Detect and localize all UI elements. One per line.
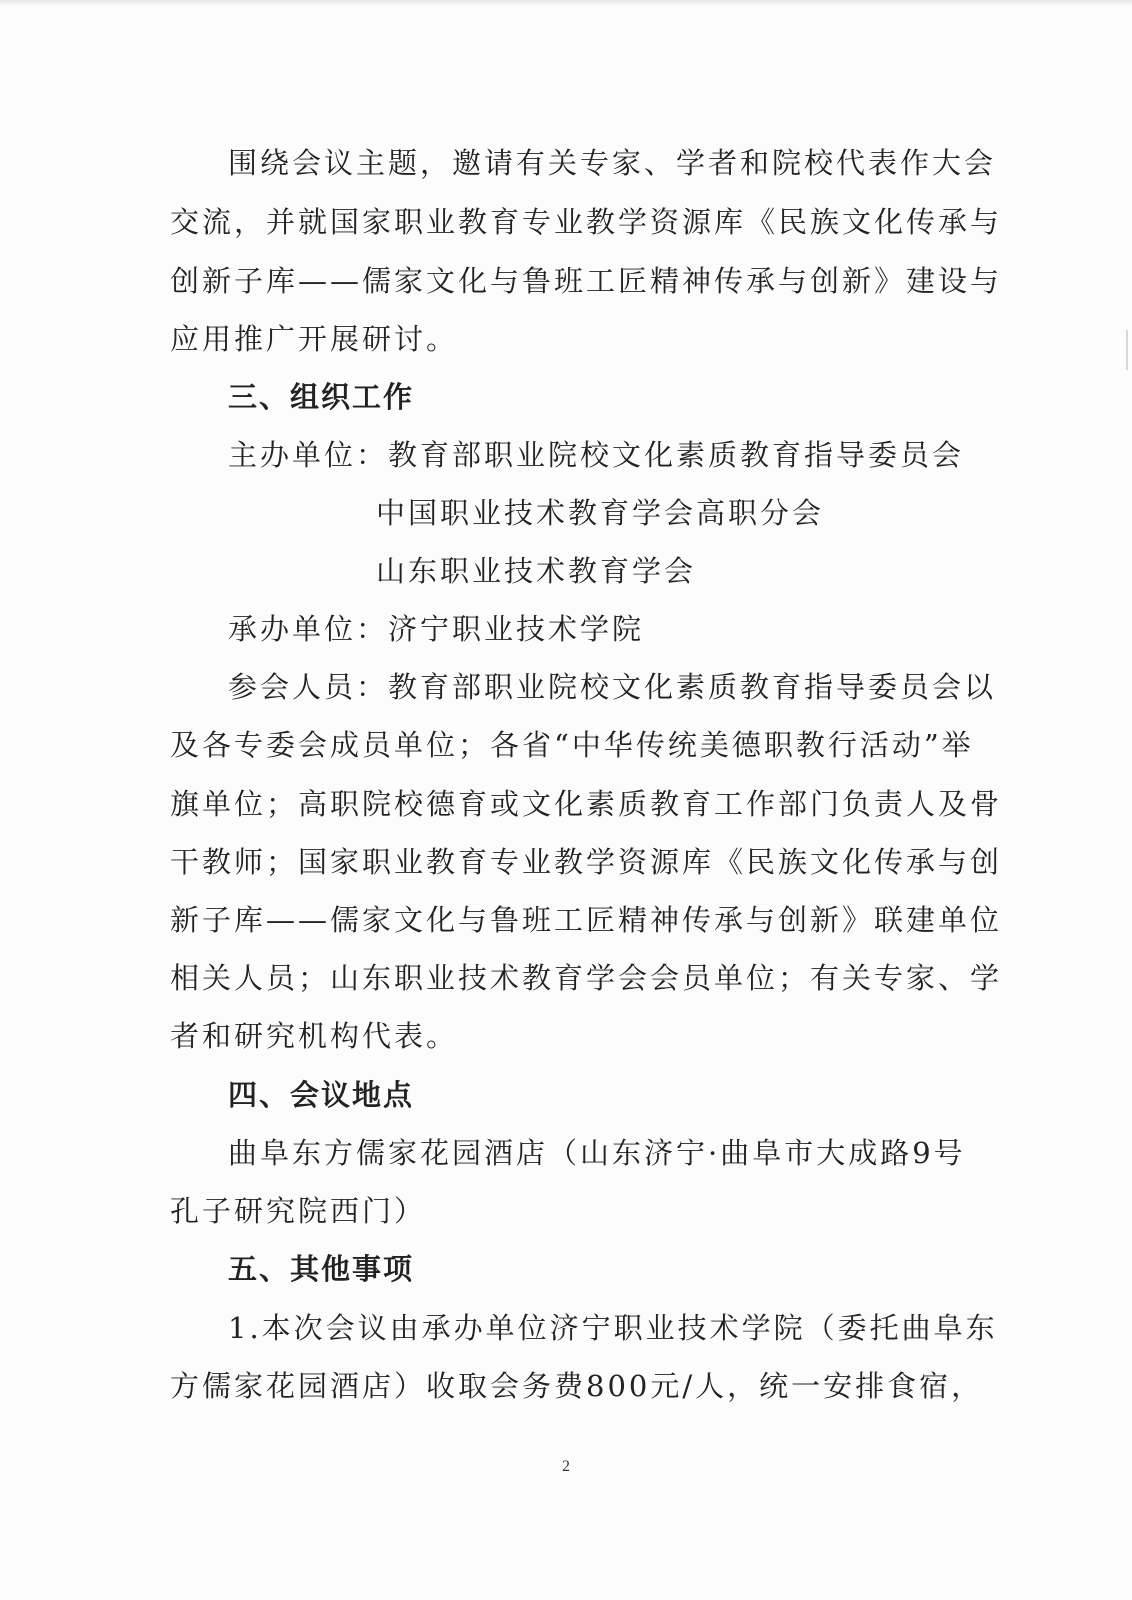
section-4-heading: 四、会议地点 <box>228 1078 415 1112</box>
section-5-heading: 五、其他事项 <box>228 1252 415 1286</box>
page-number: 2 <box>562 1458 570 1475</box>
venue-line-2: 孔子研究院西门） <box>170 1194 427 1228</box>
participants-line-4: 干教师；国家职业教育专业教学资源库《民族文化传承与创 <box>170 845 1003 879</box>
organizer-line: 承办单位：济宁职业技术学院 <box>228 612 645 646</box>
other-items-line-1: 1.本次会议由承办单位济宁职业技术学院（委托曲阜东 <box>228 1311 998 1345</box>
host-unit-2: 中国职业技术教育学会高职分会 <box>376 496 825 530</box>
participants-line-6: 相关人员；山东职业技术教育学会会员单位；有关专家、学 <box>170 961 1003 995</box>
scan-mark <box>1126 330 1128 370</box>
host-unit-3: 山东职业技术教育学会 <box>376 554 697 588</box>
other-items-line-2: 方儒家花园酒店）收取会务费800元/人，统一安排食宿， <box>170 1369 984 1403</box>
scan-edge <box>0 0 1132 6</box>
participants-line-1: 参会人员：教育部职业院校文化素质教育指导委员会以 <box>228 670 997 704</box>
venue-line-1: 曲阜东方儒家花园酒店（山东济宁·曲阜市大成路9号 <box>228 1136 966 1170</box>
intro-line-2: 交流，并就国家职业教育专业教学资源库《民族文化传承与 <box>170 205 1003 239</box>
section-3-heading: 三、组织工作 <box>228 380 415 414</box>
participants-line-5: 新子库——儒家文化与鲁班工匠精神传承与创新》联建单位 <box>170 903 1003 937</box>
participants-line-3: 旗单位；高职院校德育或文化素质教育工作部门负责人及骨 <box>170 787 1003 821</box>
host-units-line: 主办单位：教育部职业院校文化素质教育指导委员会 <box>228 438 965 472</box>
intro-line-1: 围绕会议主题，邀请有关专家、学者和院校代表作大会 <box>228 146 997 180</box>
intro-line-3: 创新子库——儒家文化与鲁班工匠精神传承与创新》建设与 <box>170 264 1003 298</box>
participants-line-7: 者和研究机构代表。 <box>170 1019 459 1053</box>
participants-line-2: 及各专委会成员单位；各省“中华传统美德职教行活动”举 <box>170 728 974 762</box>
intro-line-4: 应用推广开展研讨。 <box>170 322 459 356</box>
